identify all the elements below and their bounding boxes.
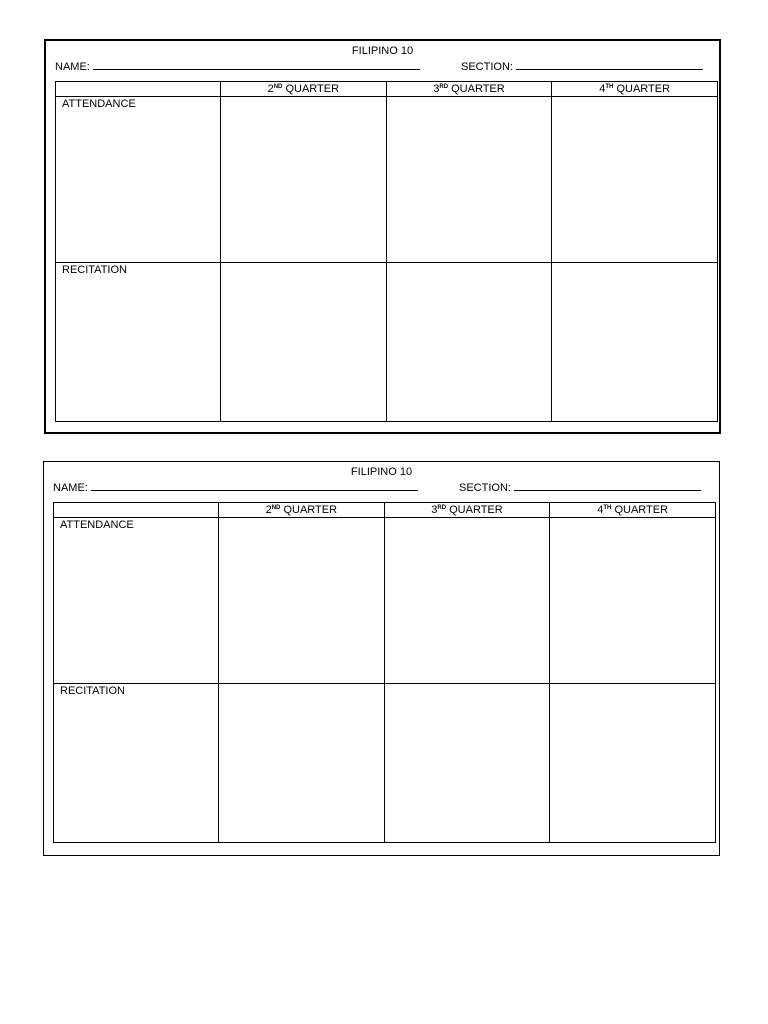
name-field[interactable] <box>53 481 418 494</box>
cell-recitation-q4[interactable] <box>550 684 716 843</box>
header-q4: 4TH QUARTER <box>552 82 718 97</box>
header-row <box>56 82 718 97</box>
name-blank[interactable] <box>91 481 418 491</box>
header-row <box>54 503 716 518</box>
cell-attendance-q4[interactable] <box>550 518 716 684</box>
cell-attendance-q4[interactable] <box>552 97 718 263</box>
header-q4: 4TH QUARTER <box>550 503 716 518</box>
section-blank[interactable] <box>514 481 701 491</box>
table-row <box>54 684 716 843</box>
cell-recitation-q2[interactable] <box>219 684 385 843</box>
header-q2: 2ND QUARTER <box>219 503 385 518</box>
name-field[interactable] <box>55 60 420 73</box>
grade-table <box>53 502 716 843</box>
grade-card-1 <box>44 39 721 434</box>
row-label-attendance: ATTENDANCE <box>56 97 221 263</box>
table-row <box>54 518 716 684</box>
row-label-recitation: RECITATION <box>56 263 221 422</box>
name-label: NAME: <box>55 61 90 73</box>
header-q2: 2ND QUARTER <box>221 82 387 97</box>
row-label-attendance: ATTENDANCE <box>54 518 219 684</box>
table-row <box>56 263 718 422</box>
section-blank[interactable] <box>516 60 703 70</box>
section-field[interactable] <box>459 481 701 494</box>
card-title: FILIPINO 10 <box>350 466 413 478</box>
cell-recitation-q4[interactable] <box>552 263 718 422</box>
cell-recitation-q3[interactable] <box>386 263 552 422</box>
name-label: NAME: <box>53 482 88 494</box>
header-q3: 3RD QUARTER <box>386 82 552 97</box>
cell-recitation-q3[interactable] <box>384 684 550 843</box>
row-label-recitation: RECITATION <box>54 684 219 843</box>
cell-attendance-q3[interactable] <box>384 518 550 684</box>
card-title: FILIPINO 10 <box>351 45 414 57</box>
section-label: SECTION: <box>461 61 513 73</box>
cell-attendance-q2[interactable] <box>221 97 387 263</box>
table-row <box>56 97 718 263</box>
grade-card-2 <box>43 461 720 856</box>
header-q3: 3RD QUARTER <box>384 503 550 518</box>
section-field[interactable] <box>461 60 703 73</box>
cell-attendance-q2[interactable] <box>219 518 385 684</box>
header-corner <box>56 82 221 97</box>
cell-attendance-q3[interactable] <box>386 97 552 263</box>
name-blank[interactable] <box>93 60 420 70</box>
cell-recitation-q2[interactable] <box>221 263 387 422</box>
section-label: SECTION: <box>459 482 511 494</box>
grade-table <box>55 81 718 422</box>
header-corner <box>54 503 219 518</box>
